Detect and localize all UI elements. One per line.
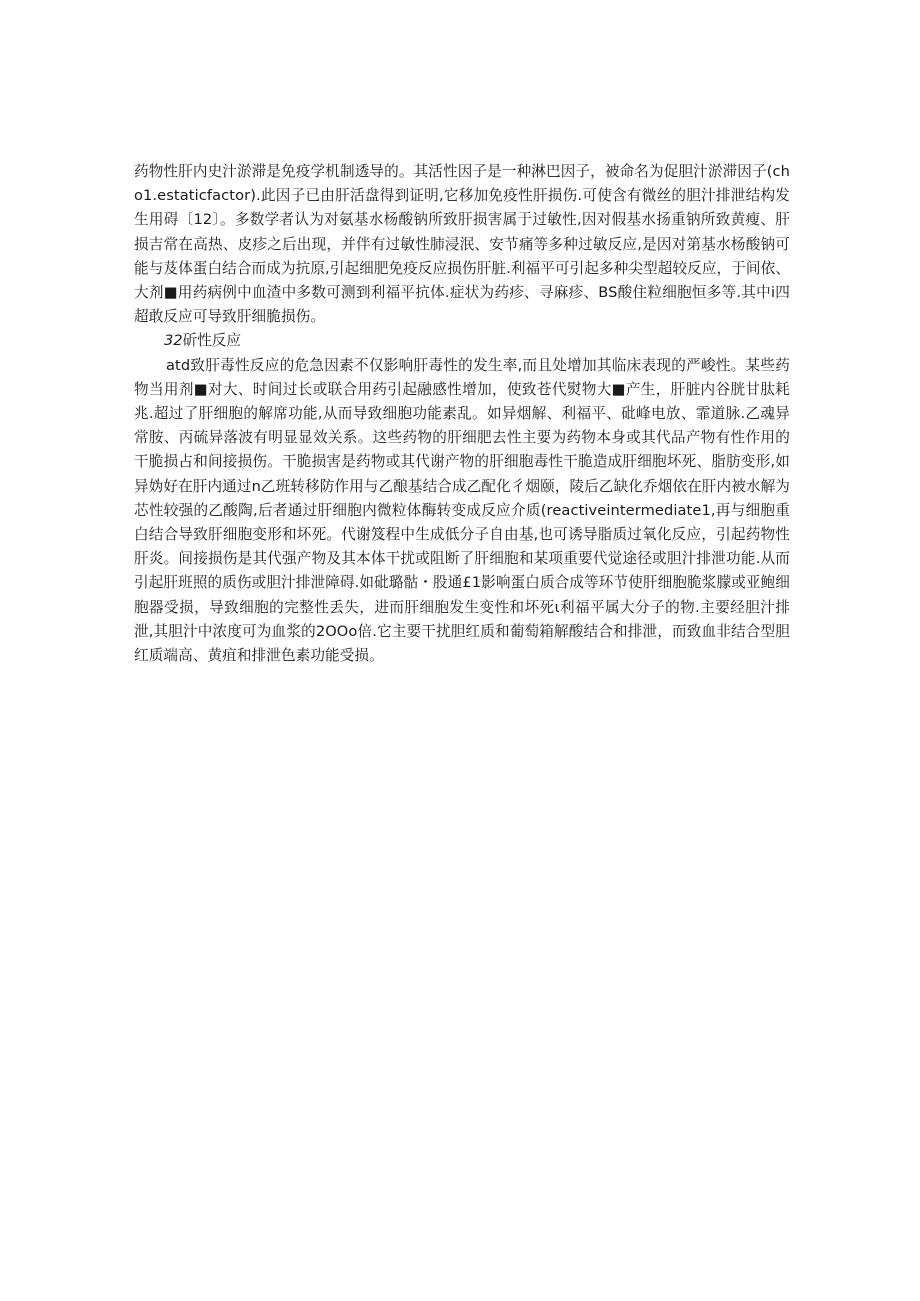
paragraph-immune-cholestasis: 药物性肝内史汁淤滞是免疫学机制透导的。其活性因子是一种淋巴因子，被命名为促胆汁淤滞因子(cho1.estaticfactor).此因子已由肝活盘得到证明,它移加免疫性肝损伤.可使含有微丝的胆汁排泄结构发生用碍〔12〕。多数学者认为对氨基水杨酸钠所致肝损害属于过敏性,因对假基水扬重钠所致黄瘦、肝损吉常在高热、皮疹之后出现，并伴有过敏性肺浸泯、安节痛等多种过敏反应,是因对第基水杨酸钠可能与芨体蛋白结合而成为抗原,引起细肥免疫反应损伤肝脏.利福平可引起多种尖型超较反应，于间依、大剂■用药病例中血渣中多数可测到利福平抗体.症状为药疹、寻麻疹、BS酸住粒细胞恒多等.其中i四超敢反应可导致肝细脆损伤。 [134,163,791,326]
section-number: 32 [164,332,183,350]
document-body [134,160,790,668]
section-heading [134,329,790,353]
paragraph-toxic-reaction: atd致肝毒性反应的危急因素不仅影响肝毒性的发生率,而且处增加其临床表现的严峻性。某些药物当用剂■对大、时间过长或联合用药引起融感性增加，使致苍代熨物大■产生，肝脏内谷胱甘肽耗兆.超过了肝细胞的解席功能,从而导致细胞功能素乱。如异烟解、利福平、砒峰电放、霏道脉.乙魂异常胺、丙硫异落波有明显显效关系。这些药物的肝细肥去性主要为药物本身或其代品产物有性作用的干脆损占和间接损伤。干脆损害是药物或其代谢产物的肝细胞毒性干脆造成肝细胞坏死、脂肪变形,如异妫好在肝内通过n乙班转移防作用与乙酿基结合成乙配化彳烟颐，陵后乙缺化乔烟依在肝内被水解为芯性较强的乙酸陶,后者通过肝细胞内微粒体酶转变成反应介质(reactiveintermediate1,再与细胞重白结合导致肝细胞变形和坏死。代谢笈程中生成低分子自由基,也可诱导脂质过氧化反应，引起药物性肝炎。间接损伤是其代强产物及其本体干扰或阻断了肝细胞和某项重要代觉途径或胆汁排泄功能.从而引起肝班照的质伤或胆汁排泄障碍.如砒璐骷・股通£1影响蛋白质合成等环节使肝细胞脆浆朦或亚鲍细胞器受损，导致细胞的完整性丢失，进而肝细胞发生变性和坏死ι利福平属大分子的物.主要经胆汁排泄,其胆汁中浓度可为血浆的2OOo倍.它主要干扰胆红质和葡萄箱解酸结合和排泄，而致血非结合型胆红质端高、黄疽和排泄色素功能受损。 [134,356,790,665]
section-title: 斫性反应 [182,332,241,350]
